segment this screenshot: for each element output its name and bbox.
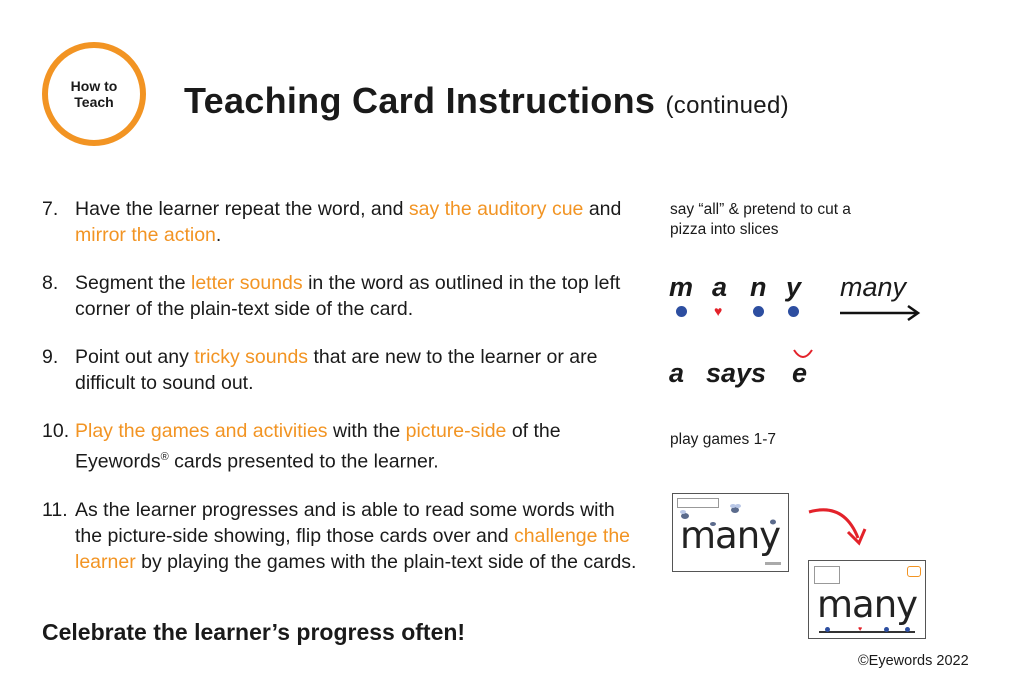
says-a: a xyxy=(669,358,685,388)
card-baseline xyxy=(819,631,915,633)
step-text: of the Eyewords xyxy=(75,420,561,473)
step-10 xyxy=(42,418,647,475)
step-text: Point out any xyxy=(75,346,195,368)
says-e: e xyxy=(792,358,808,388)
copyright: ©Eyewords 2022 xyxy=(858,653,969,669)
page-title xyxy=(184,80,789,122)
title-subtitle: (continued) xyxy=(665,92,789,119)
step-number: 7. xyxy=(42,198,59,220)
highlight-text: say the auditory cue xyxy=(408,198,584,220)
letter-a: a xyxy=(712,272,728,302)
highlight-text: picture-side xyxy=(405,420,507,442)
sound-dot xyxy=(676,306,687,317)
step-9 xyxy=(42,344,647,396)
step-text: Have the learner repeat the word, and xyxy=(75,198,409,220)
sound-dot xyxy=(905,627,910,632)
card-footer-mark xyxy=(765,562,781,565)
step-text: in the word as outlined in the top left corner of the plain-text side of the card. xyxy=(75,272,621,320)
picture-side-card xyxy=(672,493,789,572)
card-word: many xyxy=(680,514,781,557)
how-to-teach-badge xyxy=(42,42,146,146)
registered-mark: ® xyxy=(160,451,169,463)
right-arrow-icon xyxy=(838,303,924,323)
letter-m: m xyxy=(669,272,694,302)
says-word: says xyxy=(706,358,767,388)
step-8 xyxy=(42,270,647,322)
step-11 xyxy=(42,497,647,575)
step-text: by playing the games with the plain-text side of the cards. xyxy=(135,550,637,573)
sound-dot xyxy=(788,306,799,317)
plain-text-card xyxy=(808,560,926,639)
highlight-text: challenge the learner xyxy=(75,524,631,573)
step-text: As the learner progresses and is able to read some words with the picture-side showing, flip those cards over and xyxy=(75,498,615,547)
short-vowel-mark-icon xyxy=(792,348,814,362)
highlight-text: Play the games and activities xyxy=(75,420,328,442)
highlight-text: mirror the action xyxy=(75,224,216,246)
celebrate-text: Celebrate the learner’s progress often! xyxy=(42,619,466,645)
sound-dot xyxy=(825,627,830,632)
highlight-text: tricky sounds xyxy=(194,346,309,368)
step-number: 9. xyxy=(42,346,59,368)
step-7 xyxy=(42,196,647,248)
badge-line-2: Teach xyxy=(74,94,114,110)
heart-icon: ♥ xyxy=(858,626,863,633)
step-text: and xyxy=(583,198,622,220)
letter-y: y xyxy=(786,272,802,302)
curved-arrow-icon xyxy=(806,500,870,550)
step-number: 11. xyxy=(42,498,68,521)
heart-icon: ♥ xyxy=(714,303,723,319)
step-number: 8. xyxy=(42,272,59,294)
auditory-cue-note: say “all” & pretend to cut a pizza into slices xyxy=(670,201,851,238)
step-text: . xyxy=(215,224,222,246)
step-text: that are new to the learner or are difficult to sound out. xyxy=(75,346,598,394)
step-text: cards presented to the learner. xyxy=(168,450,439,473)
sound-dot xyxy=(753,306,764,317)
highlight-text: letter sounds xyxy=(191,272,303,294)
step-text: Segment the xyxy=(75,272,191,294)
card-corner-badge xyxy=(907,566,921,577)
badge-line-1: How to xyxy=(70,78,118,94)
step-number: 10. xyxy=(42,420,70,442)
card-word: many xyxy=(817,583,918,626)
title-main: Teaching Card Instructions xyxy=(184,80,656,121)
instruction-list xyxy=(42,196,647,597)
sound-dot xyxy=(884,627,889,632)
play-games-note: play games 1-7 xyxy=(670,431,776,448)
step-text: with the xyxy=(327,420,406,442)
letter-n: n xyxy=(750,272,767,302)
whole-word: many xyxy=(840,272,907,302)
card-info-box xyxy=(814,566,840,584)
